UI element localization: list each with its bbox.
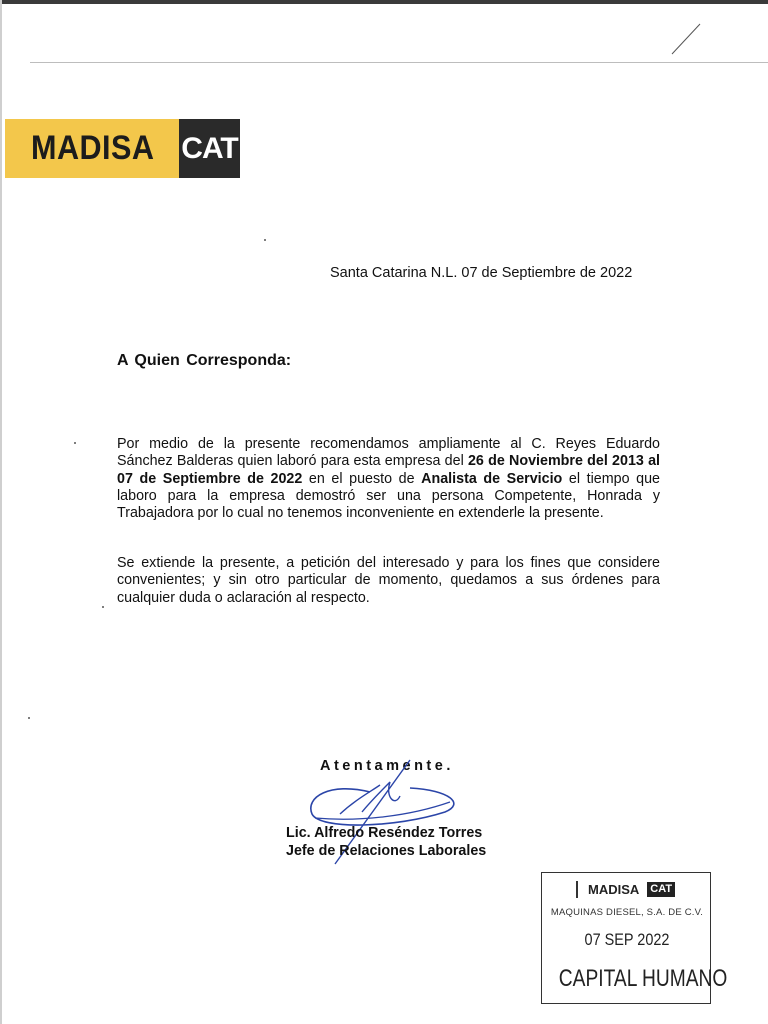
paragraph-1-text-c: el tiempo que laboro para la empresa demostró ser una persona Competente, Honrada y Trabajadora por lo cual no tenemos inconveniente en extenderle la presente. xyxy=(117,470,660,522)
company-stamp xyxy=(541,872,728,1004)
scan-speck xyxy=(28,717,30,719)
scan-fold-line xyxy=(30,62,768,63)
letter-closing: Atentamente. xyxy=(320,758,454,774)
stamp-department: CAPITAL HUMANO xyxy=(558,965,728,992)
letter-salutation: A Quien Corresponda: xyxy=(117,352,292,369)
stamp-cat: CAT xyxy=(647,882,675,897)
scan-speck xyxy=(102,606,104,608)
paragraph-1-position: Analista de Servicio xyxy=(421,470,563,487)
paragraph-1-dates: 26 de Noviembre del 2013 al 07 de Septiembre de 2022 xyxy=(117,453,661,487)
company-logo xyxy=(5,119,240,178)
scan-speck xyxy=(74,442,76,444)
logo-madisa-text: MADISA xyxy=(31,129,155,167)
stamp-company: MAQUINAS DIESEL, S.A. DE C.V. xyxy=(550,907,704,918)
letter-date: Santa Catarina N.L. 07 de Septiembre de 2022 xyxy=(330,265,633,281)
letter-paragraph-1 xyxy=(117,436,660,522)
paragraph-1-text-a: Por medio de la presente recomendamos ampliamente al C. Reyes Eduardo Sánchez Balderas quien laboró para esta empresa del xyxy=(117,436,660,470)
signer-name: Lic. Alfredo Reséndez Torres xyxy=(286,825,483,841)
stamp-brand: MADISA xyxy=(588,882,640,897)
scan-top-border xyxy=(0,0,768,4)
stamp-date: 07 SEP 2022 xyxy=(584,930,670,949)
letter-paragraph-2: Se extiende la presente, a petición del interesado y para los fines que considere convenientes; y sin otro particular de momento, quedamos a sus órdenes para cualquier duda o aclaración al respecto. xyxy=(117,555,660,606)
stamp-logo xyxy=(576,881,675,898)
logo-madisa-block xyxy=(5,119,179,178)
logo-cat-block xyxy=(179,119,240,178)
scan-pen-mark xyxy=(668,20,704,56)
scan-speck xyxy=(264,239,266,241)
paragraph-1-text-b: en el puesto de xyxy=(302,470,422,487)
scan-left-border xyxy=(0,0,2,1024)
signer-title: Jefe de Relaciones Laborales xyxy=(286,843,487,859)
logo-cat-text: CAT xyxy=(181,131,238,165)
